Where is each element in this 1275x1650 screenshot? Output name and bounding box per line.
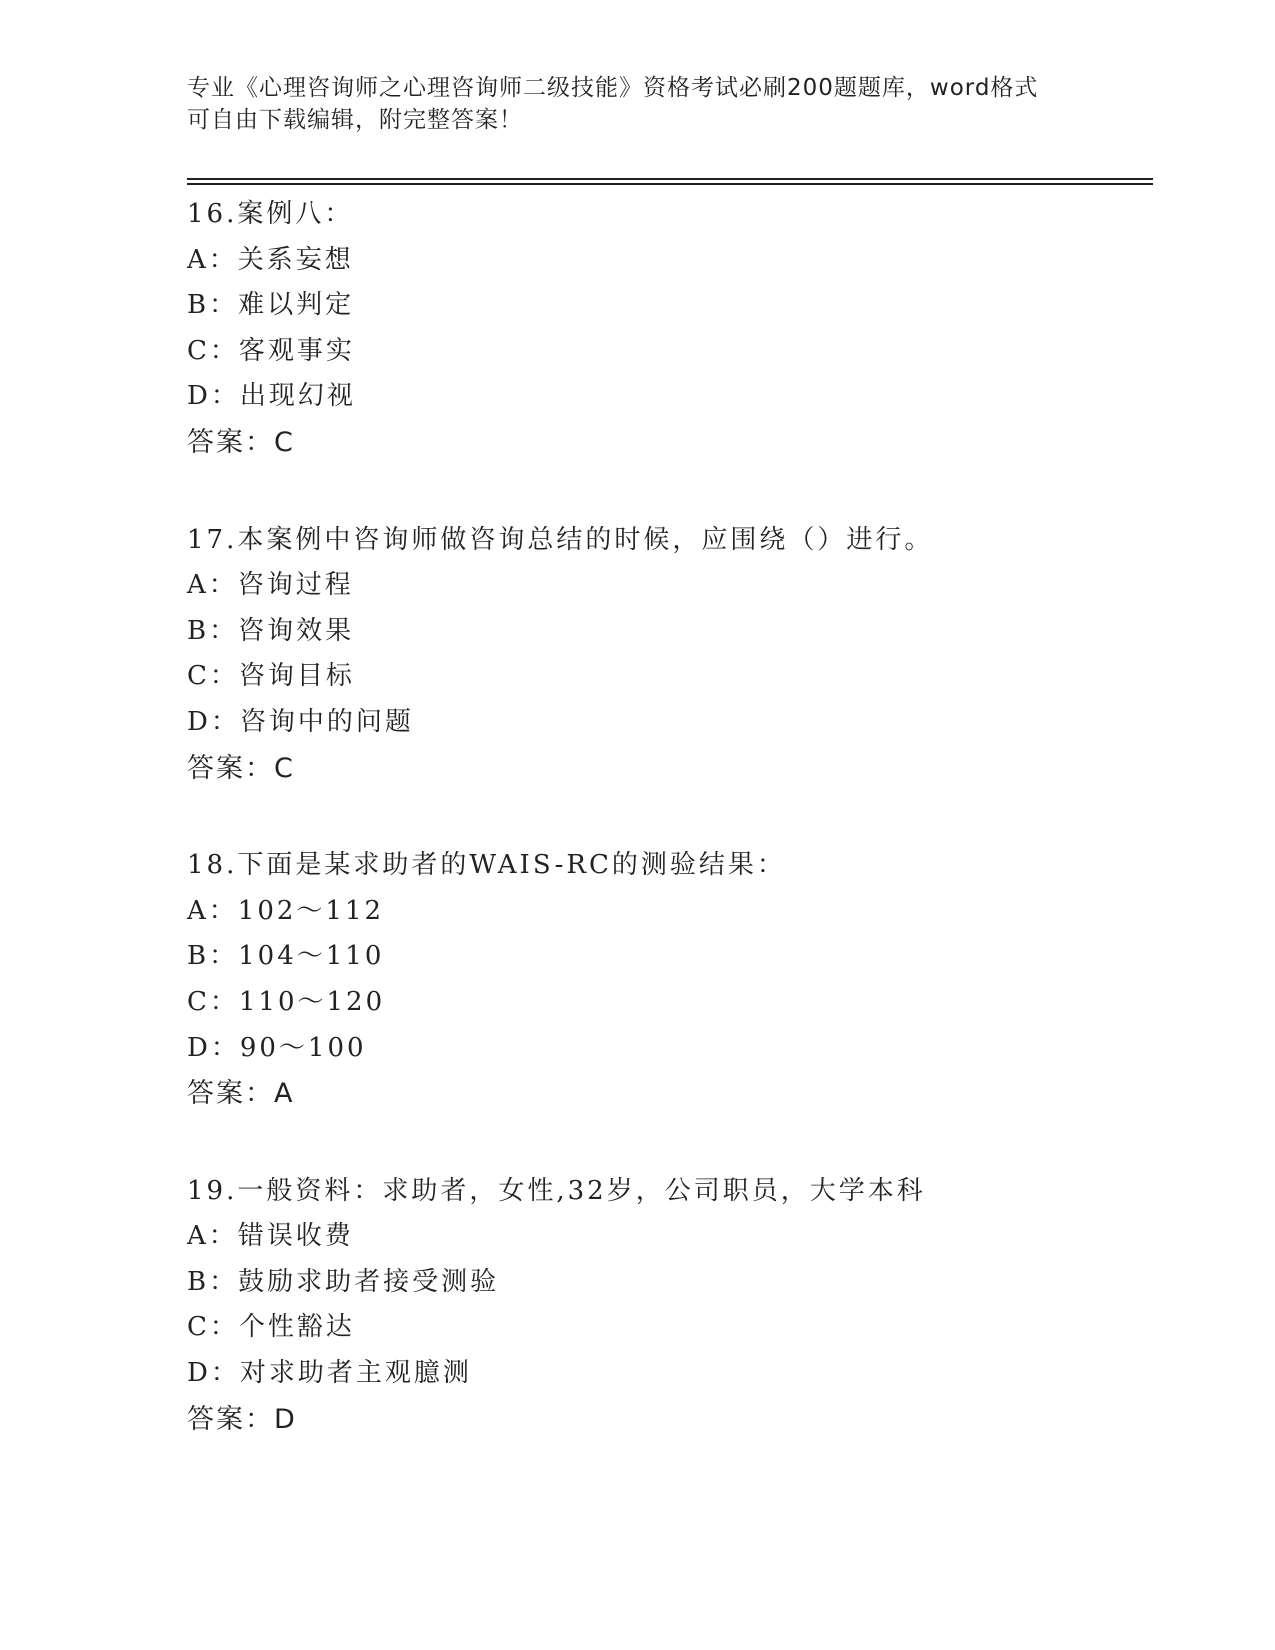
question-19 <box>187 1169 1187 1443</box>
document-header <box>187 72 1087 136</box>
answer-label: 答案：C <box>187 752 295 784</box>
answer-label: 答案：A <box>187 1078 295 1110</box>
option-d: D：90～100 <box>187 1032 367 1063</box>
answer-label: 答案：C <box>187 426 295 458</box>
header-divider-bottom <box>187 183 1153 185</box>
question-16 <box>187 192 1187 466</box>
option-b: B：104～110 <box>187 941 385 972</box>
question-stem: 17.本案例中咨询师做咨询总结的时候，应围绕（）进行。 <box>187 524 934 555</box>
question-17 <box>187 518 1187 792</box>
question-list <box>187 192 1187 1494</box>
option-c: C：个性豁达 <box>187 1312 355 1343</box>
header-divider-top <box>187 178 1153 180</box>
question-stem: 16.案例八： <box>187 199 354 229</box>
option-b: B：鼓励求助者接受测验 <box>187 1266 500 1297</box>
option-c: C：客观事实 <box>187 335 355 366</box>
question-stem: 19.一般资料：求助者，女性,32岁，公司职员，大学本科 <box>187 1175 926 1206</box>
question-stem: 18.下面是某求助者的WAIS-RC的测验结果： <box>187 850 786 881</box>
option-a: A：咨询过程 <box>187 570 354 601</box>
option-b: B：难以判定 <box>187 290 355 321</box>
option-c: C：咨询目标 <box>187 661 355 692</box>
option-d: D：咨询中的问题 <box>187 706 414 737</box>
option-a: A：错误收费 <box>187 1221 354 1252</box>
option-d: D：对求助者主观臆测 <box>187 1358 472 1389</box>
answer-label: 答案：D <box>187 1403 297 1435</box>
option-d: D：出现幻视 <box>187 381 356 412</box>
question-18 <box>187 843 1187 1117</box>
option-a: A：关系妄想 <box>187 244 354 275</box>
option-b: B：咨询效果 <box>187 615 355 646</box>
header-line-1: 专业《心理咨询师之心理咨询师二级技能》资格考试必刷200题题库，word格式 <box>187 75 1039 101</box>
header-line-2: 可自由下载编辑，附完整答案！ <box>187 107 523 133</box>
option-a: A：102～112 <box>187 895 385 926</box>
option-c: C：110～120 <box>187 986 386 1017</box>
